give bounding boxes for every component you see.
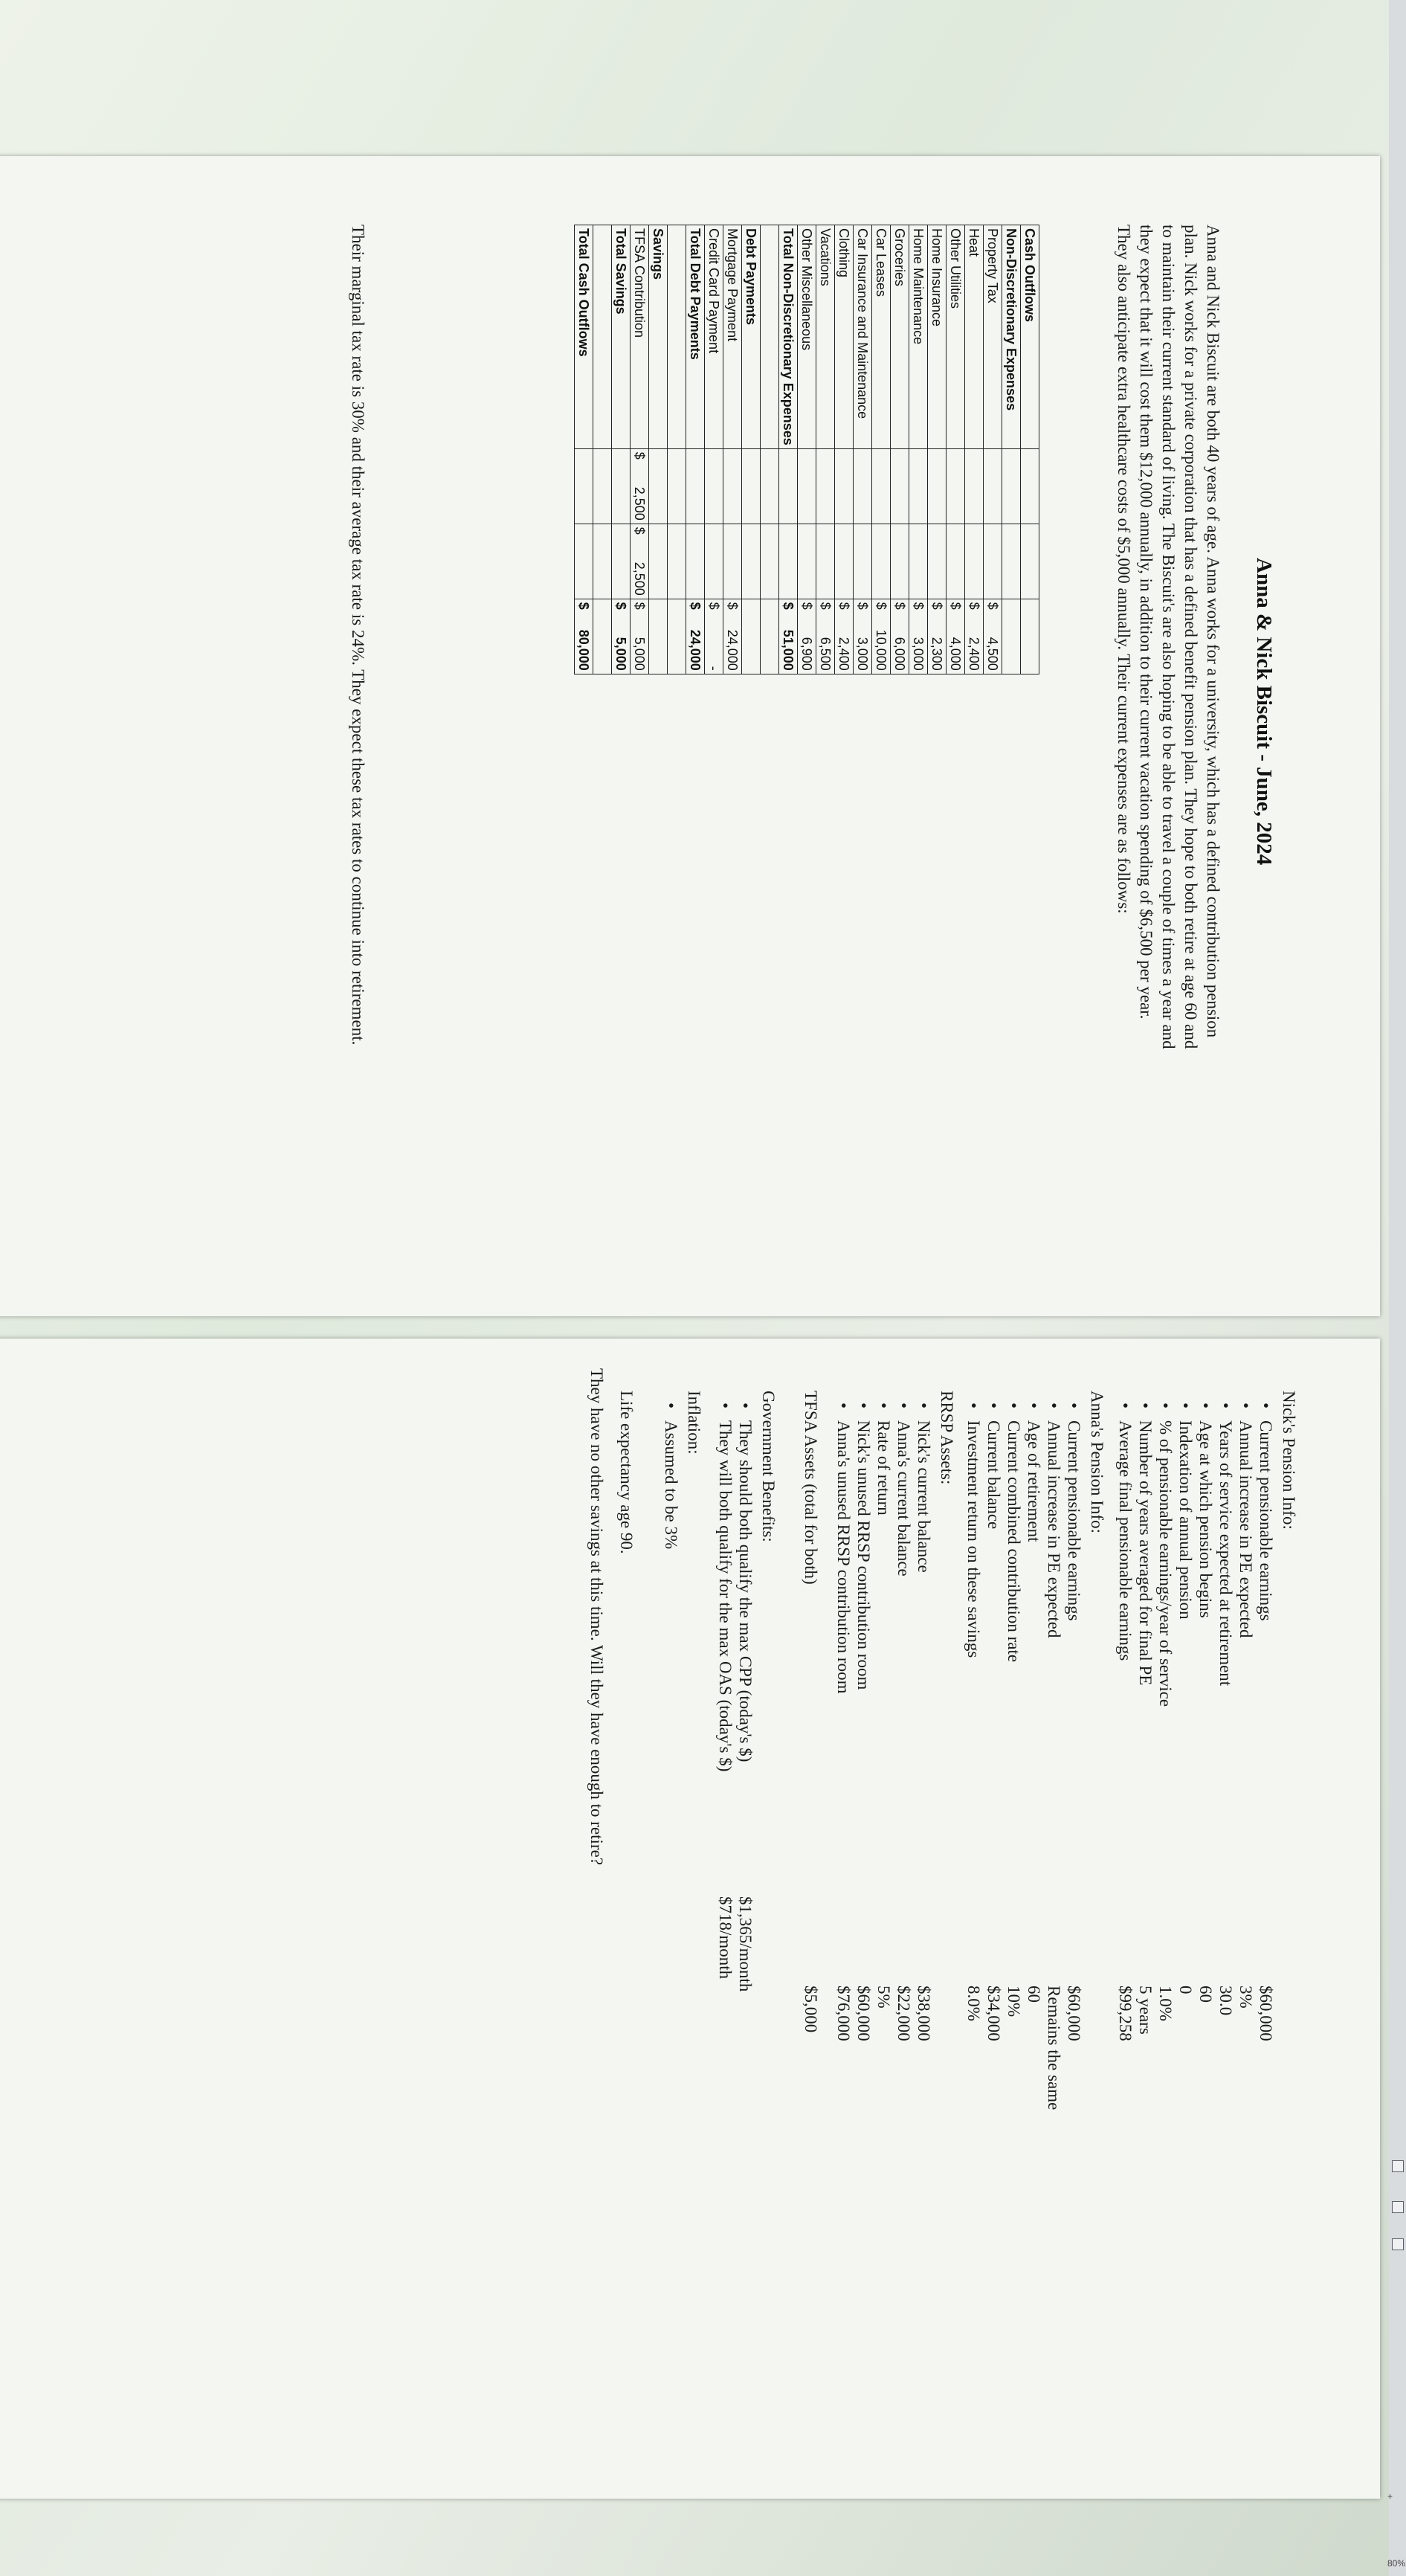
inflation-section — [661, 1391, 703, 2395]
bullet-icon: • — [1025, 1402, 1043, 1409]
amount-cell — [1021, 448, 1039, 524]
amount-cell — [872, 448, 891, 524]
bullet-icon: • — [984, 1402, 1003, 1409]
amount-cell — [649, 524, 668, 599]
bullet-icon: • — [1045, 1402, 1063, 1409]
item-value: 5% — [874, 1986, 893, 2009]
page-title: Anna & Nick Biscuit - June, 2024 — [1252, 558, 1276, 866]
table-row — [984, 225, 1002, 674]
amount-value: 6,000 — [892, 637, 908, 671]
tfsa-section — [801, 1391, 821, 2395]
item-label: Indexation of annual pension — [1176, 1420, 1195, 1620]
table-row — [779, 225, 798, 674]
amount-value: 3,000 — [855, 637, 871, 671]
amount-cell — [742, 524, 761, 599]
row-label: Car Insurance and Maintenance — [854, 225, 872, 449]
bullet-icon: • — [1004, 1402, 1023, 1409]
bullet-icon: • — [854, 1402, 873, 1409]
row-label: Non-Discretionary Expenses — [1002, 225, 1021, 449]
bullet-icon: • — [915, 1402, 933, 1409]
currency-symbol: $ — [874, 602, 889, 610]
tax-rate-note: Their marginal tax rate is 30% and their average tax rate is 24%. They expect these tax rates to continue into retirement. — [349, 225, 367, 1046]
row-label: Credit Card Payment — [705, 225, 723, 449]
item-value: $76,000 — [834, 1986, 853, 2041]
currency-symbol: $ — [706, 602, 722, 610]
amount-cell — [984, 599, 1002, 674]
amount-value: 2,500 — [632, 561, 648, 596]
amount-cell — [965, 448, 984, 524]
amount-cell — [686, 524, 705, 599]
amount-value: 80,000 — [576, 629, 592, 671]
list-item — [874, 1391, 894, 2395]
item-label: Years of service expected at retirement — [1216, 1420, 1235, 1687]
nick-pension-section — [1115, 1391, 1298, 2395]
item-value: $38,000 — [915, 1986, 933, 2041]
row-label: Mortgage Payment — [723, 225, 742, 449]
bullet-icon: • — [716, 1402, 735, 1409]
table-row — [612, 225, 631, 674]
row-label: Total Non-Discretionary Expenses — [779, 225, 798, 449]
item-value: 60 — [1196, 1986, 1215, 2003]
row-label: Debt Payments — [742, 225, 761, 449]
list-item — [1236, 1391, 1256, 2395]
amount-cell — [723, 448, 742, 524]
amount-cell — [816, 448, 835, 524]
amount-cell — [816, 524, 835, 599]
anna-pension-heading: Anna's Pension Info: — [1088, 1391, 1106, 1533]
list-item — [1064, 1391, 1084, 2395]
amount-cell — [835, 524, 854, 599]
amount-value: 6,500 — [818, 637, 833, 671]
amount-value: 2,500 — [632, 486, 648, 521]
table-row — [854, 225, 872, 674]
currency-symbol: $ — [911, 602, 926, 610]
row-label: Savings — [649, 225, 668, 449]
item-label: Annual increase in PE expected — [1045, 1420, 1063, 1638]
table-row — [928, 225, 947, 674]
bullet-icon: • — [1196, 1402, 1215, 1409]
amount-cell — [872, 524, 891, 599]
amount-value: 6,900 — [799, 637, 815, 671]
currency-symbol: $ — [613, 602, 629, 610]
currency-symbol: $ — [948, 602, 964, 610]
tfsa-value: $5,000 — [802, 1986, 820, 2033]
table-row — [872, 225, 891, 674]
row-label: Home Insurance — [928, 225, 947, 449]
amount-cell — [761, 448, 779, 524]
item-label: Current combined contribution rate — [1004, 1420, 1023, 1663]
amount-cell — [631, 448, 649, 524]
list-item — [715, 1391, 735, 2395]
currency-symbol: $ — [985, 602, 1001, 610]
row-label: Home Maintenance — [909, 225, 928, 449]
list-item — [1044, 1391, 1064, 2395]
item-label: Age at which pension begins — [1196, 1420, 1215, 1618]
item-label: Current pensionable earnings — [1065, 1420, 1083, 1621]
amount-cell — [742, 448, 761, 524]
table-row — [705, 225, 723, 674]
bullet-icon: • — [1065, 1402, 1083, 1409]
currency-symbol: $ — [892, 602, 908, 610]
amount-cell — [854, 599, 872, 674]
table-row — [723, 225, 742, 674]
table-row — [965, 225, 984, 674]
amount-cell — [798, 599, 816, 674]
item-label: Anna's unused RRSP contribution room — [834, 1420, 853, 1694]
amount-cell — [723, 524, 742, 599]
list-item — [1155, 1391, 1176, 2395]
amount-cell — [928, 448, 947, 524]
amount-value: 2,400 — [967, 637, 982, 671]
bullet-icon: • — [662, 1402, 680, 1409]
row-label: Property Tax — [984, 225, 1002, 449]
amount-cell — [1021, 599, 1039, 674]
item-label: Current pensionable earnings — [1257, 1420, 1275, 1621]
amount-cell — [779, 599, 798, 674]
list-item — [1176, 1391, 1196, 2395]
amount-cell — [798, 448, 816, 524]
list-item — [964, 1391, 984, 2395]
list-item — [1196, 1391, 1216, 2395]
list-item — [1256, 1391, 1276, 2395]
bullet-icon: • — [964, 1402, 983, 1409]
bullet-icon: • — [1116, 1402, 1135, 1409]
amount-cell — [835, 448, 854, 524]
amount-cell — [891, 448, 909, 524]
row-label: Vacations — [816, 225, 835, 449]
government-benefits-section — [715, 1391, 778, 2395]
amount-cell — [686, 448, 705, 524]
table-row — [909, 225, 928, 674]
currency-symbol: $ — [967, 602, 982, 610]
item-value: 5 years — [1136, 1986, 1155, 2035]
amount-value: 24,000 — [688, 629, 703, 671]
amount-cell — [779, 448, 798, 524]
item-value: $60,000 — [854, 1986, 873, 2041]
amount-cell — [723, 599, 742, 674]
amount-cell — [631, 599, 649, 674]
item-value: $1,365/month — [736, 1896, 755, 1992]
amount-cell — [947, 448, 965, 524]
table-row — [575, 225, 593, 674]
amount-value: - — [706, 666, 722, 671]
row-label: Clothing — [835, 225, 854, 449]
table-row — [1002, 225, 1021, 674]
item-value: 8.0% — [964, 1986, 983, 2021]
bullet-icon: • — [1236, 1402, 1255, 1409]
amount-cell — [668, 524, 686, 599]
page-view-icon[interactable] — [1392, 2160, 1404, 2172]
table-row — [686, 225, 705, 674]
currency-symbol: $ — [725, 602, 741, 610]
amount-cell — [1021, 524, 1039, 599]
item-value: 1.0% — [1156, 1986, 1175, 2021]
currency-symbol: $ — [836, 602, 852, 610]
layout-icon[interactable] — [1392, 2201, 1404, 2213]
amount-cell — [816, 599, 835, 674]
amount-cell — [612, 524, 631, 599]
table-row — [631, 225, 649, 674]
item-label: Rate of return — [874, 1420, 893, 1516]
currency-symbol: $ — [632, 602, 648, 610]
page-2 — [0, 1339, 1380, 2499]
amount-cell — [593, 524, 612, 599]
amount-value: 2,300 — [929, 637, 945, 671]
amount-cell — [891, 599, 909, 674]
row-label: Other Utilities — [947, 225, 965, 449]
list-item — [1115, 1391, 1135, 2395]
table-row — [668, 225, 686, 674]
item-value: $34,000 — [984, 1986, 1003, 2041]
cash-outflows-table — [574, 225, 1039, 674]
amount-cell — [761, 599, 779, 674]
list-item — [833, 1391, 854, 2395]
currency-symbol: $ — [632, 527, 648, 535]
amount-cell — [668, 599, 686, 674]
amount-cell — [928, 524, 947, 599]
amount-cell — [854, 448, 872, 524]
row-label: Total Savings — [612, 225, 631, 449]
row-label: Groceries — [891, 225, 909, 449]
amount-cell — [965, 599, 984, 674]
bullet-icon: • — [1216, 1402, 1235, 1409]
amount-cell — [965, 524, 984, 599]
row-label: Car Leases — [872, 225, 891, 449]
life-expectancy: Life expectancy age 90. — [617, 1391, 636, 1554]
list-item — [984, 1391, 1004, 2395]
row-label: TFSA Contribution — [631, 225, 649, 449]
amount-cell — [593, 599, 612, 674]
amount-cell — [891, 524, 909, 599]
rrsp-section — [833, 1391, 956, 2395]
nick-pension-heading: Nick's Pension Info: — [1280, 1391, 1298, 1530]
anna-pension-section — [964, 1391, 1106, 2395]
item-value: $60,000 — [1257, 1986, 1275, 2041]
amount-cell — [854, 524, 872, 599]
row-label — [761, 225, 779, 449]
item-label: Annual increase in PE expected — [1236, 1420, 1255, 1638]
bullet-icon: • — [1156, 1402, 1175, 1409]
item-label: Age of retirement — [1025, 1420, 1043, 1542]
row-label: Other Miscellaneous — [798, 225, 816, 449]
list-item — [735, 1391, 755, 2395]
item-label: Anna's current balance — [894, 1420, 913, 1577]
table-row — [816, 225, 835, 674]
amount-cell — [668, 448, 686, 524]
list-item — [854, 1391, 874, 2395]
amount-cell — [909, 448, 928, 524]
bullet-icon: • — [1257, 1402, 1275, 1409]
item-label: Nick's unused RRSP contribution room — [854, 1420, 873, 1690]
amount-cell — [575, 524, 593, 599]
item-label: Nick's current balance — [915, 1420, 933, 1573]
item-label: Average final pensionable earnings — [1116, 1420, 1135, 1661]
page-1 — [0, 156, 1380, 1316]
currency-symbol: $ — [632, 451, 648, 460]
zoom-plus[interactable]: + — [1387, 2491, 1393, 2502]
amount-cell — [947, 599, 965, 674]
item-value: Remains the same — [1045, 1986, 1063, 2110]
amount-cell — [798, 524, 816, 599]
currency-symbol: $ — [855, 602, 871, 610]
item-value: $718/month — [716, 1896, 735, 1980]
item-value: 3% — [1236, 1986, 1255, 2009]
list-item — [1004, 1391, 1024, 2395]
amount-cell — [612, 599, 631, 674]
row-label: Total Cash Outflows — [575, 225, 593, 449]
row-label: Total Debt Payments — [686, 225, 705, 449]
amount-value: 24,000 — [725, 629, 741, 671]
row-label: Cash Outflows — [1021, 225, 1039, 449]
amount-value: 4,000 — [948, 637, 964, 671]
amount-cell — [705, 524, 723, 599]
bullet-icon: • — [834, 1402, 853, 1409]
table-row — [593, 225, 612, 674]
bullet-icon: • — [1136, 1402, 1155, 1409]
bullet-icon: • — [736, 1402, 755, 1409]
currency-symbol: $ — [688, 602, 703, 610]
currency-symbol: $ — [576, 602, 592, 610]
amount-cell — [835, 599, 854, 674]
amount-cell — [1002, 448, 1021, 524]
table-row — [947, 225, 965, 674]
amount-value: 2,400 — [836, 637, 852, 671]
amount-cell — [705, 448, 723, 524]
item-value: $99,258 — [1116, 1986, 1135, 2041]
amount-cell — [947, 524, 965, 599]
table-row — [798, 225, 816, 674]
inflation-heading: Inflation: — [685, 1391, 703, 1455]
list-item — [1216, 1391, 1236, 2395]
item-value: 0 — [1176, 1986, 1195, 1994]
amount-cell — [631, 524, 649, 599]
amount-cell — [575, 599, 593, 674]
amount-cell — [984, 524, 1002, 599]
amount-value: 10,000 — [874, 629, 889, 671]
amount-cell — [612, 448, 631, 524]
amount-cell — [779, 524, 798, 599]
table-row — [891, 225, 909, 674]
rrsp-heading: RRSP Assets: — [938, 1391, 956, 1485]
table-row — [649, 225, 668, 674]
item-value: 30.0 — [1216, 1986, 1235, 2016]
currency-symbol: $ — [929, 602, 945, 610]
list-item — [661, 1391, 681, 2395]
amount-cell — [686, 599, 705, 674]
list-item — [1024, 1391, 1044, 2395]
zoom-level: 80% — [1387, 2558, 1406, 2569]
amount-value: 4,500 — [985, 637, 1001, 671]
amount-cell — [761, 524, 779, 599]
currency-symbol: $ — [818, 602, 833, 610]
list-item — [894, 1391, 914, 2395]
item-value: $60,000 — [1065, 1986, 1083, 2041]
item-value: $22,000 — [894, 1986, 913, 2041]
amount-cell — [909, 524, 928, 599]
bullet-icon: • — [1176, 1402, 1195, 1409]
web-view-icon[interactable] — [1392, 2238, 1404, 2250]
item-label: Number of years averaged for final PE — [1136, 1420, 1155, 1686]
gov-heading: Government Benefits: — [759, 1391, 778, 1542]
table-row — [1021, 225, 1039, 674]
item-value: 10% — [1004, 1986, 1023, 2018]
amount-value: 51,000 — [781, 629, 796, 671]
table-row — [761, 225, 779, 674]
amount-cell — [649, 448, 668, 524]
table-row — [742, 225, 761, 674]
amount-cell — [928, 599, 947, 674]
intro-paragraph: Anna and Nick Biscuit are both 40 years of age. Anna works for a university, which has a defined contribution pension plan. Nick works for a private corporation that has a defined benefit pension plan. They hope to both retire at age 60 and to maintain their current standard of living. The Biscuit's are also hoping to be able to travel a couple of times a year and they expect that it will cost them $12,000 annually, in addition to their current vacation spending of $6,500 per year. They also anticipate extra healthcare costs of $5,000 annually. Their current expenses are as follows: — [1115, 225, 1222, 1049]
row-label — [668, 225, 686, 449]
item-label: Assumed to be 3% — [662, 1420, 680, 1550]
amount-cell — [705, 599, 723, 674]
currency-symbol: $ — [781, 602, 796, 610]
bullet-icon: • — [894, 1402, 913, 1409]
amount-cell — [909, 599, 928, 674]
amount-value: 5,000 — [613, 637, 629, 671]
list-item — [1135, 1391, 1155, 2395]
amount-cell — [872, 599, 891, 674]
amount-cell — [1002, 524, 1021, 599]
currency-symbol: $ — [799, 602, 815, 610]
item-label: % of pensionable earnings/year of service — [1156, 1420, 1175, 1707]
amount-cell — [575, 448, 593, 524]
item-label: Current balance — [984, 1420, 1003, 1530]
right-edge-toolbar — [1389, 0, 1406, 2576]
list-item — [914, 1391, 934, 2395]
item-label: They should both qualify the max CPP (today's $) — [736, 1420, 755, 1762]
amount-cell — [984, 448, 1002, 524]
table-row — [835, 225, 854, 674]
amount-value: 3,000 — [911, 637, 926, 671]
item-label: Investment return on these savings — [964, 1420, 983, 1658]
tfsa-label: TFSA Assets (total for both) — [802, 1391, 820, 1585]
row-label — [593, 225, 612, 449]
amount-cell — [742, 599, 761, 674]
amount-value: 5,000 — [632, 637, 648, 671]
item-label: They will both qualify for the max OAS (today's $) — [716, 1420, 735, 1772]
amount-cell — [649, 599, 668, 674]
item-value: 60 — [1025, 1986, 1043, 2003]
closing-question: They have no other savings at this time. Will they have enough to retire? — [587, 1368, 606, 1866]
bullet-icon: • — [874, 1402, 893, 1409]
amount-cell — [1002, 599, 1021, 674]
row-label: Heat — [965, 225, 984, 449]
amount-cell — [593, 448, 612, 524]
